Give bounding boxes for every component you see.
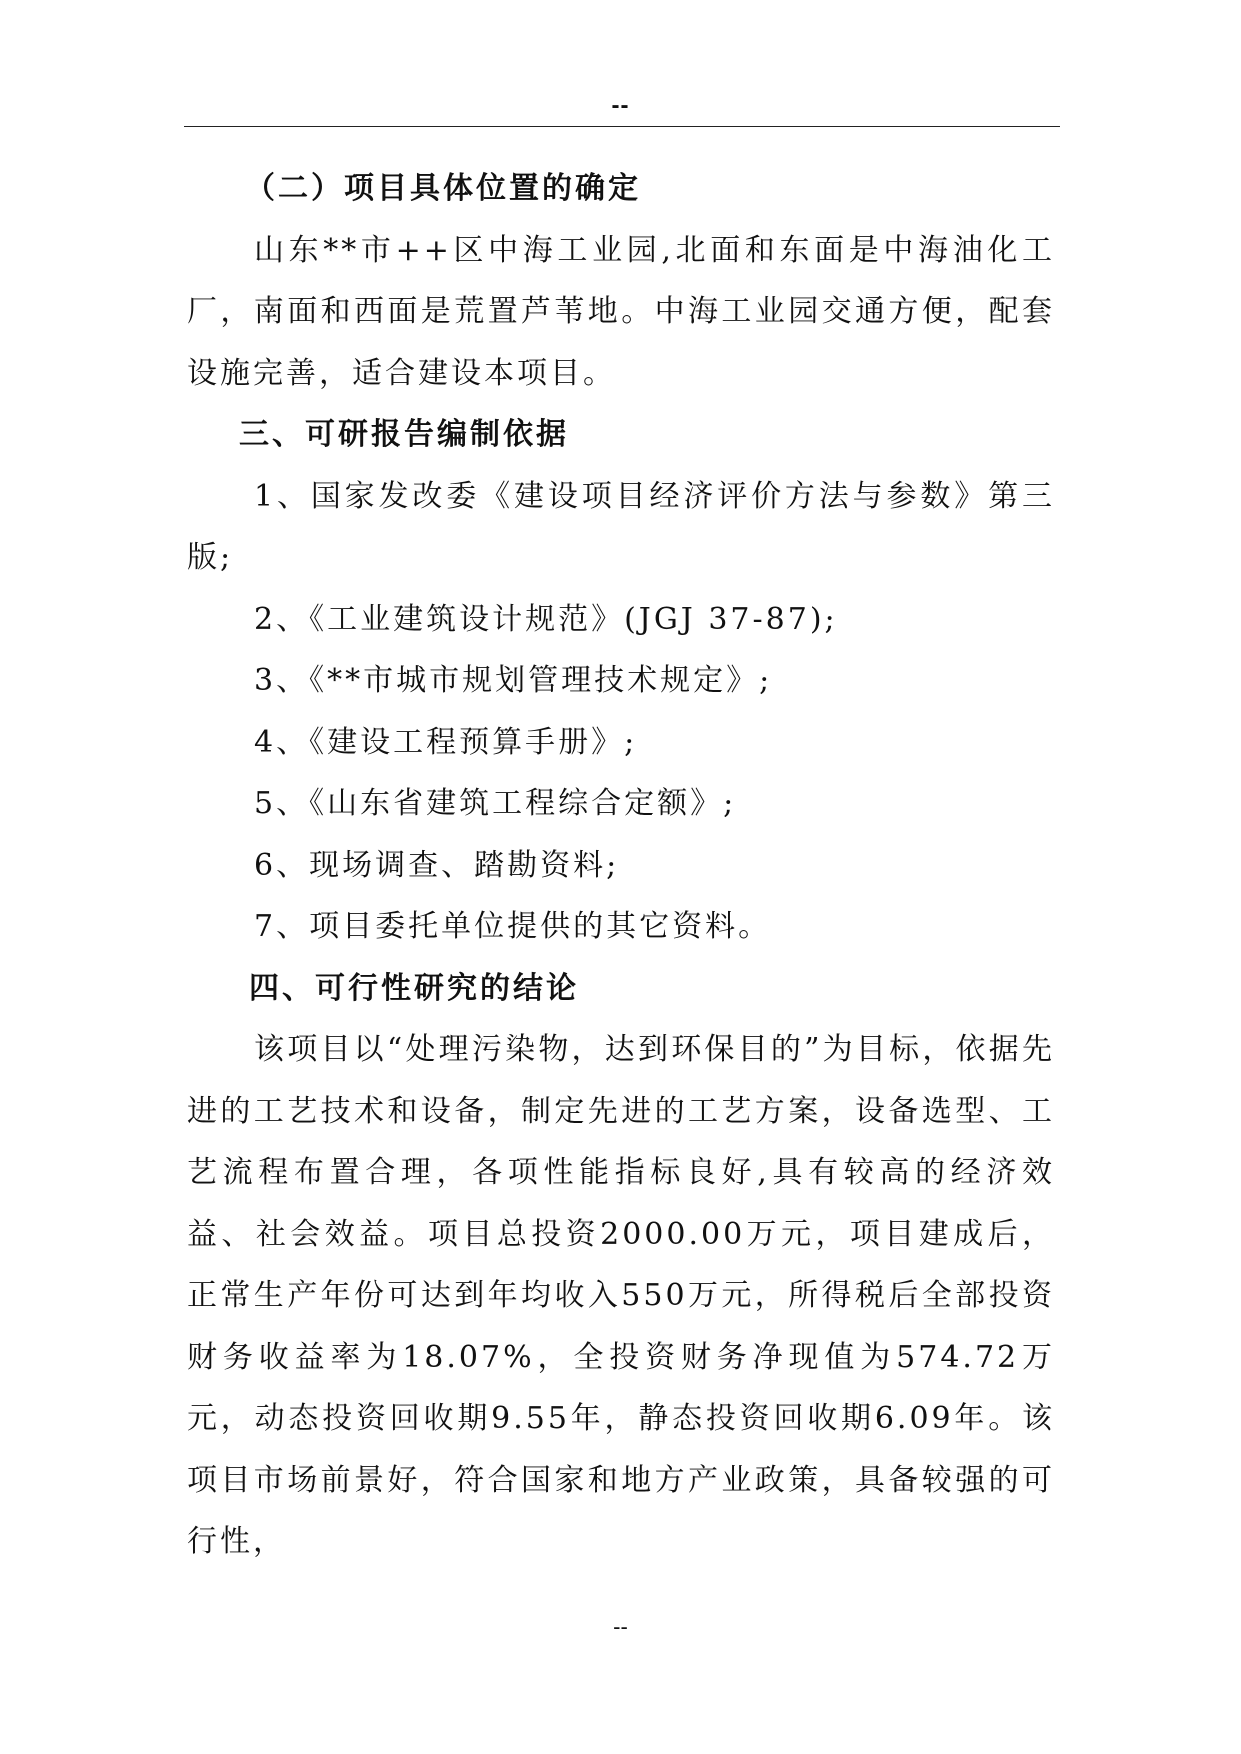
location-paragraph: 山东**市++区中海工业园,北面和东面是中海油化工厂，南面和西面是荒置芦苇地。中海工业园交通方便，配套设施完善，适合建设本项目。 [187, 232, 1055, 391]
section-heading-conclusion: 四、可行性研究的结论 [249, 970, 579, 1006]
page-header-mark: -- [611, 92, 630, 119]
conclusion-paragraph: 该项目以“处理污染物，达到环保目的”为目标，依据先进的工艺技术和设备，制定先进的工艺方案，设备选型、工艺流程布置合理，各项性能指标良好,具有较高的经济效益、社会效益。项目总投资2000.00万元，项目建成后，正常生产年份可达到年均收入550万元，所得税后全部投资财务收益率为18.07%，全投资财务净现值为574.72万元，动态投资回收期9.55年，静态投资回收期6.09年。该项目市场前景好，符合国家和地方产业政策，具备较强的可行性， [187, 1032, 1055, 1559]
section-heading-location: （二）项目具体位置的确定 [245, 171, 641, 206]
section-heading-basis: 三、可研报告编制依据 [239, 417, 569, 452]
page-content [187, 158, 1055, 1573]
basis-item-2: 2、《工业建筑设计规范》(JGJ 37-87); [254, 601, 838, 637]
basis-item-3: 3、《**市城市规划管理技术规定》; [254, 663, 773, 698]
basis-item-4: 4、《建设工程预算手册》; [254, 724, 638, 760]
basis-item-7: 7、项目委托单位提供的其它资料。 [254, 909, 772, 944]
header-divider [184, 126, 1060, 127]
basis-item-6: 6、现场调查、踏勘资料; [254, 847, 620, 883]
basis-item-1: 1、国家发改委《建设项目经济评价方法与参数》第三版; [187, 478, 1055, 575]
page-footer-mark: -- [613, 1614, 628, 1639]
basis-item-5: 5、《山东省建筑工程综合定额》; [254, 786, 737, 821]
